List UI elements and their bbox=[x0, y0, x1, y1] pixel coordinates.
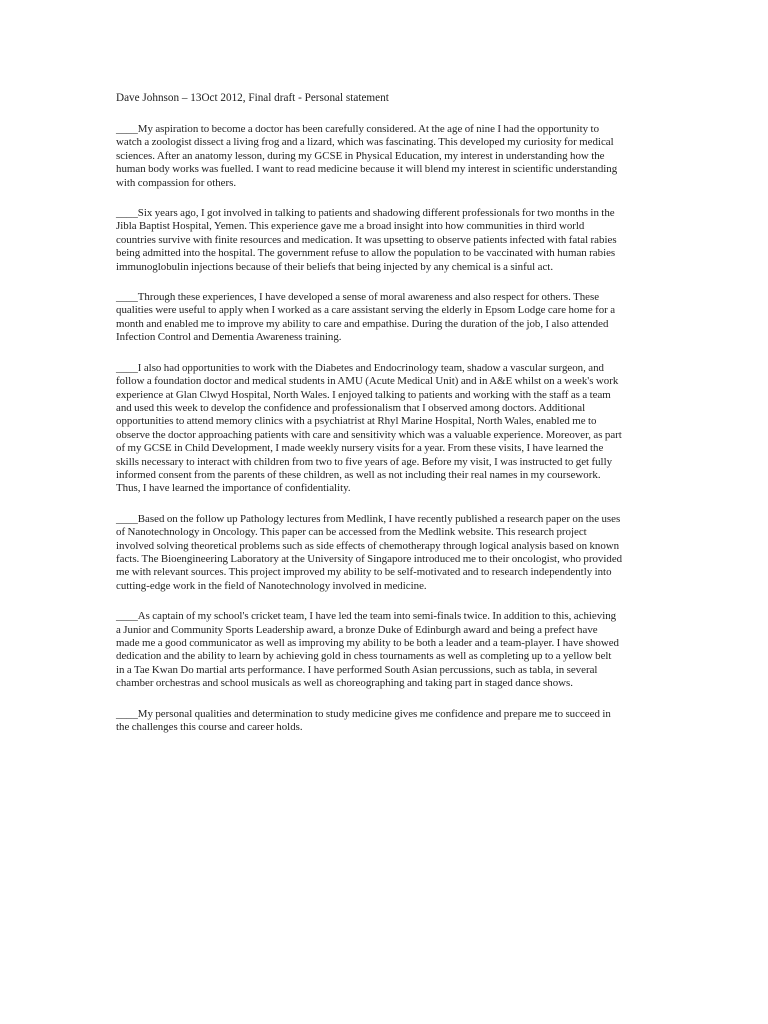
paragraph-line: of Nanotechnology in Oncology. This paper can be accessed from the Medlink website. This research project bbox=[116, 526, 587, 539]
paragraph-aspiration bbox=[116, 123, 652, 190]
paragraph-line: experience at Glan Clwyd Hospital, North Wales. I enjoyed talking to patients and working with the staff as a team bbox=[116, 388, 611, 401]
paragraph-line: sciences. After an anatomy lesson, during my GCSE in Physical Education, my interest in understanding how the bbox=[116, 149, 605, 162]
paragraph-line: of my GCSE in Child Development, I made weekly nursery visits for a year. From these visits, I have learned the bbox=[116, 442, 604, 455]
paragraph-line: with compassion for others. bbox=[116, 176, 237, 189]
paragraph-conclusion bbox=[116, 708, 652, 735]
paragraph-line: follow a foundation doctor and medical students in AMU (Acute Medical Unit) and in A&E whilst on a week's work bbox=[116, 375, 619, 388]
paragraph-research bbox=[116, 513, 652, 593]
paragraph-line: ____Based on the follow up Pathology lectures from Medlink, I have recently published a research paper on the uses bbox=[116, 512, 621, 525]
document-title: Dave Johnson – 13Oct 2012, Final draft - Personal statement bbox=[116, 92, 389, 104]
paragraph-line: ____I also had opportunities to work with the Diabetes and Endocrinology team, shadow a vascular surgeon, and bbox=[116, 361, 604, 374]
paragraph-line: ____Six years ago, I got involved in talking to patients and shadowing different professionals for two months in the bbox=[116, 207, 615, 220]
paragraph-line: me with relevant sources. This project improved my ability to be self-motivated and to research independently into bbox=[116, 566, 612, 579]
paragraph-line: being admitted into the hospital. The government refuse to allow the population to be vaccinated with human rabies bbox=[116, 247, 616, 260]
paragraph-line: dedication and the ability to learn by achieving gold in chess tournaments as well as completing up to a yellow belt bbox=[116, 650, 612, 663]
paragraph-line: human body works was fuelled. I want to read medicine because it will blend my interest in scientific understanding bbox=[116, 163, 618, 176]
paragraph-line: ____As captain of my school's cricket team, I have led the team into semi-finals twice. In addition to this, achieving bbox=[116, 610, 617, 623]
paragraph-line: Jibla Baptist Hospital, Yemen. This experience gave me a broad insight into how communities in third world bbox=[116, 220, 585, 233]
paragraph-line: in a Tae Kwan Do martial arts performance. I have performed South Asian percussions, such as tabla, in several bbox=[116, 663, 598, 676]
paragraph-line: facts. The Bioengineering Laboratory at the University of Singapore introduced me to their oncologist, who provided bbox=[116, 552, 623, 565]
paragraph-extracurricular bbox=[116, 610, 652, 690]
paragraph-line: skills necessary to interact with children from two to five years of age. Before my visit, I was instructed to get fully bbox=[116, 455, 613, 468]
paragraph-line: made me a good communicator as well as improving my ability to be both a leader and a team-player. I have showed bbox=[116, 637, 619, 649]
paragraph-care-home bbox=[116, 291, 652, 345]
paragraph-line: opportunities to attend memory clinics with a psychiatrist at Rhyl Marine Hospital, North Wales, enabled me to bbox=[116, 415, 597, 428]
paragraph-line: immunoglobulin injections because of their beliefs that being injected by any chemical is a sinful act. bbox=[116, 260, 554, 273]
paragraph-line: watch a zoologist dissect a living frog and a lizard, which was fascinating. This developed my curiosity for medical bbox=[116, 136, 614, 149]
paragraph-line: observe the doctor approaching patients with care and sensitivity which was a valuable experience. Moreover, as part bbox=[116, 428, 622, 441]
paragraph-line: qualities were useful to apply when I worked as a care assistant serving the elderly in Epsom Lodge care home for a bbox=[116, 304, 616, 317]
paragraph-line: the challenges this course and career holds. bbox=[116, 721, 303, 734]
paragraph-line: ____My aspiration to become a doctor has been carefully considered. At the age of nine I had the opportunity to bbox=[116, 123, 600, 135]
paragraph-line: Infection Control and Dementia Awareness training. bbox=[116, 331, 342, 344]
paragraph-work-experience bbox=[116, 362, 652, 496]
paragraph-line: chamber orchestras and school musicals as well as choreographing and taking part in staged dance shows. bbox=[116, 677, 574, 690]
paragraph-line: ____My personal qualities and determination to study medicine gives me confidence and prepare me to succeed in bbox=[116, 707, 611, 720]
paragraph-line: informed consent from the parents of these children, as well as not including their real names in my coursework. bbox=[116, 468, 601, 481]
paragraph-yemen bbox=[116, 207, 652, 274]
paragraph-line: involved solving theoretical problems such as side effects of chemotherapy through logical analysis based on known bbox=[116, 539, 620, 552]
paragraph-line: ____Through these experiences, I have developed a sense of moral awareness and also respect for others. These bbox=[116, 291, 600, 304]
paragraph-line: cutting-edge work in the field of Nanotechnology involved in medicine. bbox=[116, 579, 427, 592]
paragraph-line: and used this week to develop the confidence and professionalism that I observed among doctors. Additional bbox=[116, 401, 586, 414]
paragraph-line: a Junior and Community Sports Leadership award, a bronze Duke of Edinburgh award and being a prefect have bbox=[116, 623, 598, 636]
paragraph-line: Thus, I have learned the importance of confidentiality. bbox=[116, 482, 351, 495]
paragraph-line: countries survive with finite resources and medication. It was upsetting to observe patients infected with fatal rabies bbox=[116, 233, 617, 246]
paragraph-line: month and enabled me to improve my ability to care and empathise. During the duration of the job, I also attended bbox=[116, 317, 609, 330]
